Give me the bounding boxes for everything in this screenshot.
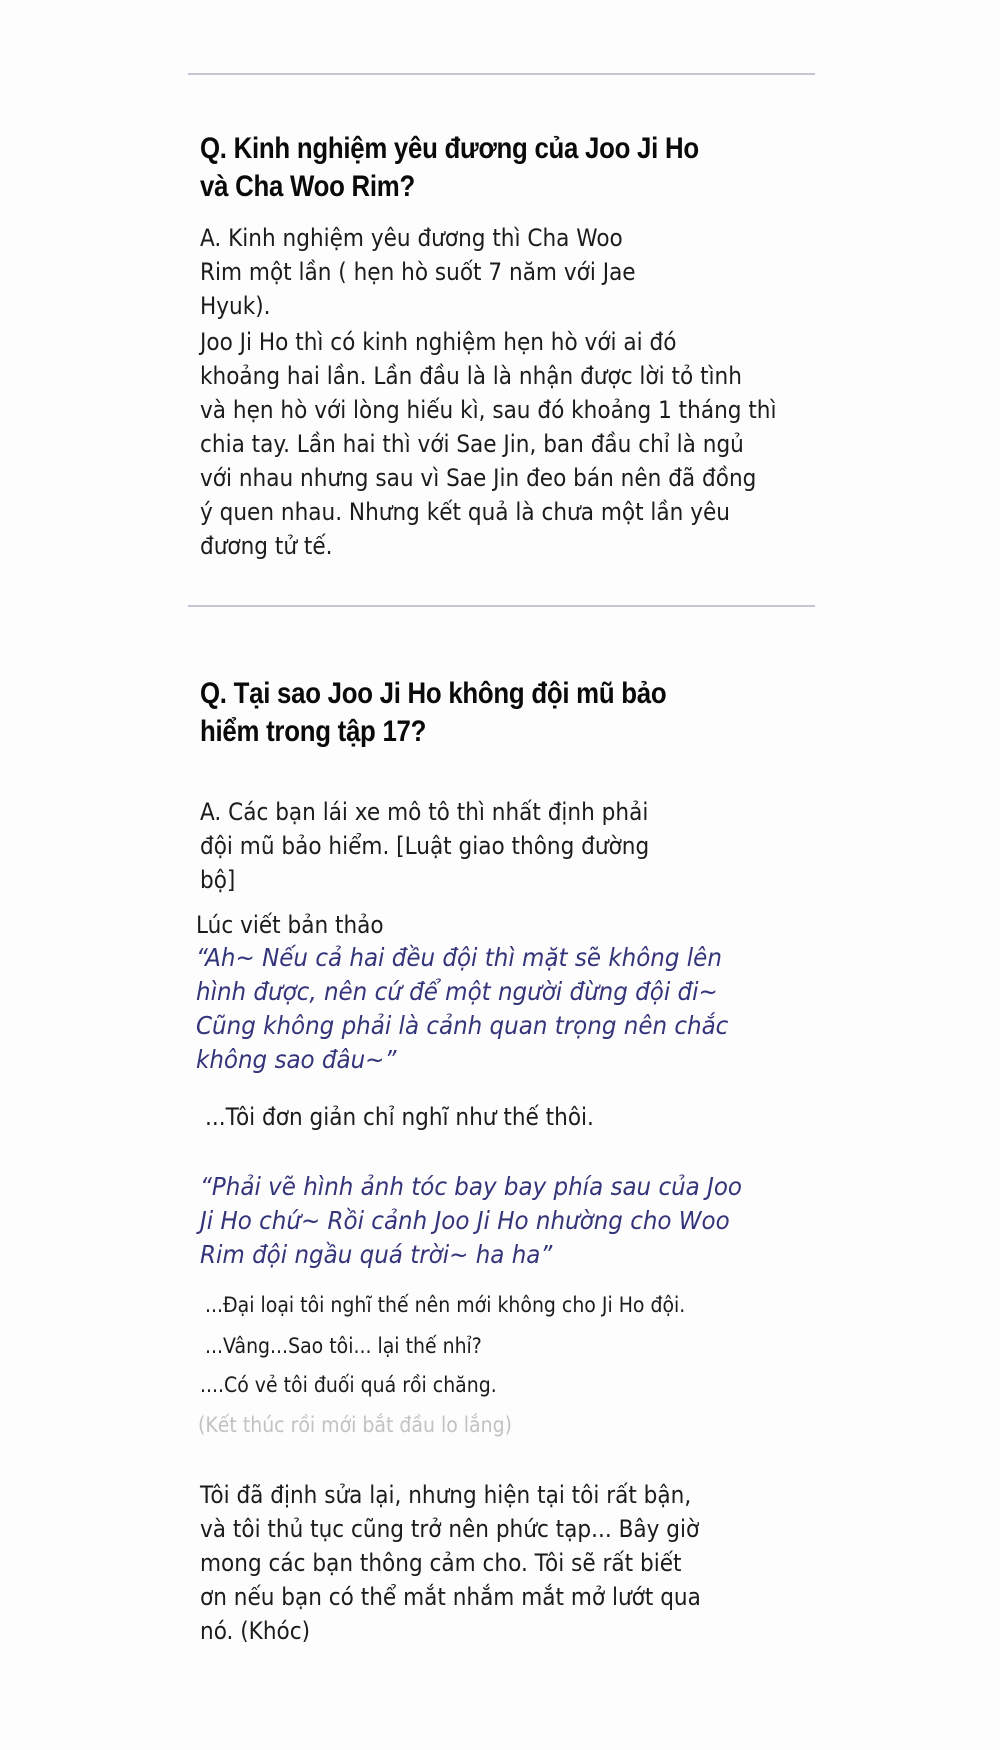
section-divider-top bbox=[188, 73, 815, 75]
question-1-line-1: Q. Kinh nghiệm yêu đương của Joo Ji Ho bbox=[200, 132, 699, 165]
section-divider-middle bbox=[188, 605, 815, 607]
draft-quote-2 bbox=[200, 1170, 742, 1272]
quote-1-line-1: “Ah~ Nếu cả hai đều đội thì mặt sẽ không lên bbox=[196, 943, 722, 972]
answer-1 bbox=[200, 221, 636, 323]
detail-line-7: đương tử tế. bbox=[200, 532, 333, 560]
closing-paragraph bbox=[200, 1478, 701, 1648]
quote-1-line-4: không sao đâu~” bbox=[196, 1045, 397, 1074]
reflection-line-3: ....Có vẻ tôi đuối quá rồi chăng. bbox=[200, 1373, 497, 1397]
question-heading-2 bbox=[200, 675, 666, 751]
detail-line-3: và hẹn hò với lòng hiếu kì, sau đó khoảng 1 tháng thì bbox=[200, 396, 777, 424]
quote-2-line-1: “Phải vẽ hình ảnh tóc bay bay phía sau của Joo bbox=[200, 1172, 742, 1201]
question-heading-1 bbox=[200, 130, 699, 206]
question-2-line-2: hiểm trong tập 17? bbox=[200, 715, 427, 748]
quote-1-line-3: Cũng không phải là cảnh quan trọng nên chắc bbox=[196, 1011, 729, 1040]
answer-2 bbox=[200, 795, 649, 897]
closing-line-5: nó. (Khóc) bbox=[200, 1617, 311, 1645]
question-2-line-1: Q. Tại sao Joo Ji Ho không đội mũ bảo bbox=[200, 677, 667, 710]
detail-line-4: chia tay. Lần hai thì với Sae Jin, ban đầu chỉ là ngủ bbox=[200, 430, 744, 458]
quote-2-line-2: Ji Ho chứ~ Rồi cảnh Joo Ji Ho nhường cho Woo bbox=[200, 1206, 730, 1235]
answer-2-line-3: bộ] bbox=[200, 866, 236, 894]
closing-line-1: Tôi đã định sửa lại, nhưng hiện tại tôi rất bận, bbox=[200, 1481, 692, 1509]
answer-1-line-2: Rim một lần ( hẹn hò suốt 7 năm với Jae bbox=[200, 258, 636, 286]
answer-2-line-2: đội mũ bảo hiểm. [Luật giao thông đường bbox=[200, 832, 650, 860]
draft-quote-1 bbox=[196, 941, 728, 1077]
reflection-line-2: ...Vâng...Sao tôi... lại thế nhỉ? bbox=[205, 1334, 482, 1358]
answer-2-line-1: A. Các bạn lái xe mô tô thì nhất định phải bbox=[200, 798, 649, 826]
closing-line-4: ơn nếu bạn có thể mắt nhắm mắt mở lướt qua bbox=[200, 1583, 701, 1611]
detail-line-1: Joo Ji Ho thì có kinh nghiệm hẹn hò với ai đó bbox=[200, 328, 677, 356]
detail-line-6: ý quen nhau. Nhưng kết quả là chưa một lần yêu bbox=[200, 498, 730, 526]
reflection-line-1: ...Đại loại tôi nghĩ thế nên mới không cho Ji Ho đội. bbox=[205, 1293, 686, 1317]
detail-line-5: với nhau nhưng sau vì Sae Jin đeo bán nên đã đồng bbox=[200, 464, 757, 492]
answer-1-line-1: A. Kinh nghiệm yêu đương thì Cha Woo bbox=[200, 224, 623, 252]
question-1-line-2: và Cha Woo Rim? bbox=[200, 170, 415, 203]
answer-1-line-3: Hyuk). bbox=[200, 292, 271, 320]
draft-label: Lúc viết bản thảo bbox=[196, 911, 384, 939]
closing-line-2: và tôi thủ tục cũng trở nên phức tạp... Bây giờ bbox=[200, 1515, 700, 1543]
closing-line-3: mong các bạn thông cảm cho. Tôi sẽ rất biết bbox=[200, 1549, 682, 1577]
detail-line-2: khoảng hai lần. Lần đầu là là nhận được lời tỏ tình bbox=[200, 362, 742, 390]
reflection-simple-thought: ...Tôi đơn giản chỉ nghĩ như thế thôi. bbox=[205, 1103, 594, 1131]
quote-1-line-2: hình được, nên cứ để một người đừng đội đi~ bbox=[196, 977, 718, 1006]
faded-note: (Kết thúc rồi mới bắt đầu lo lắng) bbox=[198, 1413, 512, 1437]
answer-1-detail bbox=[200, 325, 777, 563]
quote-2-line-3: Rim đội ngầu quá trời~ ha ha” bbox=[200, 1240, 553, 1269]
